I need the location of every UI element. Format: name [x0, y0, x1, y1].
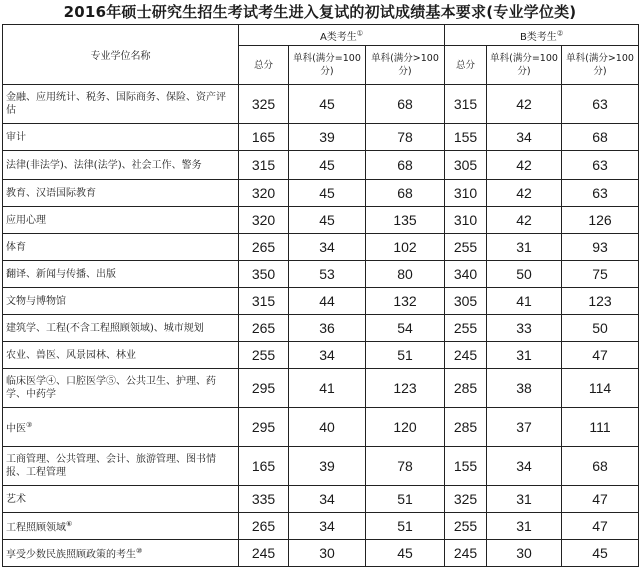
score-cell-b-total: 325 — [445, 486, 487, 513]
discipline-name: 体育 — [6, 241, 26, 253]
score-cell-a-single-gt100: 51 — [366, 342, 445, 369]
score-cell-b-single-gt100: 47 — [562, 513, 639, 540]
score-cell-a-single-100: 34 — [289, 513, 366, 540]
table-row — [3, 288, 639, 315]
table-row — [3, 315, 639, 342]
footnote-mark: ⑥ — [66, 519, 73, 528]
score-cell-b-single-100: 30 — [487, 540, 562, 567]
discipline-name-cell — [3, 408, 239, 447]
score-cell-b-single-gt100: 123 — [562, 288, 639, 315]
score-cell-b-total: 155 — [445, 447, 487, 486]
score-cell-b-single-gt100: 111 — [562, 408, 639, 447]
score-cell-a-total: 265 — [239, 315, 289, 342]
score-cell-b-single-gt100: 50 — [562, 315, 639, 342]
score-cell-a-total: 315 — [239, 288, 289, 315]
discipline-name: 享受少数民族照顾政策的考生 — [6, 549, 136, 561]
score-cell-b-total: 305 — [445, 151, 487, 180]
score-cell-a-total: 320 — [239, 180, 289, 207]
score-cell-b-single-gt100: 45 — [562, 540, 639, 567]
table-row — [3, 513, 639, 540]
group-b-footnote-mark: ② — [556, 29, 564, 38]
score-cell-a-single-100: 45 — [289, 207, 366, 234]
b-single-gt100-header: 单科(满分>100分) — [562, 46, 639, 85]
score-cell-a-single-gt100: 102 — [366, 234, 445, 261]
discipline-name-cell — [3, 447, 239, 486]
score-cell-b-single-100: 33 — [487, 315, 562, 342]
score-cell-b-single-100: 38 — [487, 369, 562, 408]
score-cell-a-single-gt100: 54 — [366, 315, 445, 342]
score-cell-a-single-100: 44 — [289, 288, 366, 315]
table-row — [3, 85, 639, 124]
score-cell-a-single-100: 39 — [289, 124, 366, 151]
table-row — [3, 408, 639, 447]
discipline-header: 专业学位名称 — [3, 25, 239, 85]
discipline-name: 法律(非法学)、法律(法学)、社会工作、警务 — [6, 159, 202, 171]
discipline-name: 审计 — [6, 131, 26, 143]
score-cell-b-single-100: 50 — [487, 261, 562, 288]
discipline-name-cell — [3, 180, 239, 207]
score-cell-b-single-100: 41 — [487, 288, 562, 315]
score-cell-b-single-gt100: 114 — [562, 369, 639, 408]
score-cell-a-single-100: 53 — [289, 261, 366, 288]
discipline-name: 教育、汉语国际教育 — [6, 187, 96, 199]
score-cell-a-total: 315 — [239, 151, 289, 180]
group-a-header — [239, 25, 445, 46]
score-cell-b-total: 255 — [445, 234, 487, 261]
score-cell-a-single-gt100: 132 — [366, 288, 445, 315]
score-cell-a-single-100: 36 — [289, 315, 366, 342]
table-row — [3, 342, 639, 369]
score-cell-a-single-100: 34 — [289, 234, 366, 261]
score-cell-a-single-gt100: 51 — [366, 486, 445, 513]
footnote-mark: ③ — [26, 420, 33, 429]
score-cell-b-single-100: 31 — [487, 234, 562, 261]
b-total-header: 总分 — [445, 46, 487, 85]
score-cell-a-single-gt100: 68 — [366, 85, 445, 124]
discipline-name: 艺术 — [6, 493, 26, 505]
discipline-name: 农业、兽医、风景园林、林业 — [6, 349, 136, 361]
score-cell-b-single-gt100: 126 — [562, 207, 639, 234]
discipline-name-cell — [3, 486, 239, 513]
score-cell-a-total: 320 — [239, 207, 289, 234]
discipline-name-cell — [3, 207, 239, 234]
score-cell-b-total: 285 — [445, 408, 487, 447]
score-cell-a-single-gt100: 51 — [366, 513, 445, 540]
score-cell-a-total: 325 — [239, 85, 289, 124]
score-cell-a-single-100: 40 — [289, 408, 366, 447]
score-cell-a-total: 165 — [239, 124, 289, 151]
score-cell-a-total: 165 — [239, 447, 289, 486]
score-cell-b-single-gt100: 47 — [562, 486, 639, 513]
discipline-name-cell — [3, 261, 239, 288]
score-cell-b-single-100: 42 — [487, 207, 562, 234]
group-a-footnote-mark: ① — [356, 29, 364, 38]
discipline-name-cell — [3, 124, 239, 151]
discipline-name-cell — [3, 369, 239, 408]
score-cell-a-total: 255 — [239, 342, 289, 369]
score-cell-a-single-100: 34 — [289, 486, 366, 513]
discipline-name-cell — [3, 342, 239, 369]
score-cell-a-single-100: 45 — [289, 180, 366, 207]
table-row — [3, 540, 639, 567]
score-cell-a-single-gt100: 80 — [366, 261, 445, 288]
table-row — [3, 369, 639, 408]
score-cell-a-single-100: 30 — [289, 540, 366, 567]
score-cell-a-total: 295 — [239, 408, 289, 447]
discipline-name: 中医 — [6, 423, 26, 435]
discipline-name-cell — [3, 315, 239, 342]
discipline-name-cell — [3, 85, 239, 124]
b-single-100-header: 单科(满分=100分) — [487, 46, 562, 85]
score-cell-b-total: 340 — [445, 261, 487, 288]
score-cell-b-total: 285 — [445, 369, 487, 408]
score-cell-a-single-gt100: 68 — [366, 151, 445, 180]
table-row — [3, 180, 639, 207]
score-cell-a-single-gt100: 135 — [366, 207, 445, 234]
score-cell-a-single-gt100: 68 — [366, 180, 445, 207]
discipline-name: 临床医学④、口腔医学⑤、公共卫生、护理、药学、中药学 — [6, 376, 216, 400]
score-cell-b-single-gt100: 68 — [562, 447, 639, 486]
score-cell-b-total: 255 — [445, 513, 487, 540]
score-cell-a-single-gt100: 120 — [366, 408, 445, 447]
score-cell-a-single-gt100: 123 — [366, 369, 445, 408]
a-single-100-header: 单科(满分=100分) — [289, 46, 366, 85]
score-cell-b-total: 255 — [445, 315, 487, 342]
score-cell-b-single-gt100: 75 — [562, 261, 639, 288]
discipline-name-cell — [3, 288, 239, 315]
discipline-name-cell — [3, 234, 239, 261]
score-cell-a-single-100: 45 — [289, 151, 366, 180]
score-cell-a-single-gt100: 78 — [366, 124, 445, 151]
table-row — [3, 261, 639, 288]
score-cell-b-single-100: 37 — [487, 408, 562, 447]
score-cell-a-single-100: 39 — [289, 447, 366, 486]
discipline-name: 工商管理、公共管理、会计、旅游管理、图书情报、工程管理 — [6, 454, 216, 478]
score-table — [2, 24, 639, 567]
discipline-name-cell — [3, 513, 239, 540]
score-cell-b-single-100: 34 — [487, 124, 562, 151]
score-cell-b-total: 305 — [445, 288, 487, 315]
score-cell-b-single-gt100: 47 — [562, 342, 639, 369]
a-single-gt100-header: 单科(满分>100分) — [366, 46, 445, 85]
score-cell-a-total: 335 — [239, 486, 289, 513]
table-row — [3, 207, 639, 234]
discipline-name: 建筑学、工程(不含工程照顾领域)、城市规划 — [6, 322, 204, 334]
discipline-name: 翻译、新闻与传播、出版 — [6, 268, 116, 280]
table-title: 2016年硕士研究生招生考试考生进入复试的初试成绩基本要求(专业学位类) — [63, 3, 577, 21]
score-cell-b-single-gt100: 63 — [562, 151, 639, 180]
score-cell-a-total: 265 — [239, 234, 289, 261]
a-total-header: 总分 — [239, 46, 289, 85]
discipline-name: 文物与博物馆 — [6, 295, 66, 307]
score-cell-b-single-100: 42 — [487, 180, 562, 207]
score-cell-b-total: 315 — [445, 85, 487, 124]
table-row — [3, 486, 639, 513]
discipline-name: 工程照顾领域 — [6, 522, 66, 534]
score-cell-b-total: 310 — [445, 207, 487, 234]
score-cell-b-single-100: 34 — [487, 447, 562, 486]
discipline-name: 应用心理 — [6, 214, 46, 226]
discipline-name-cell — [3, 540, 239, 567]
score-cell-b-total: 245 — [445, 540, 487, 567]
score-cell-b-single-100: 42 — [487, 151, 562, 180]
discipline-name-cell — [3, 151, 239, 180]
discipline-name: 金融、应用统计、税务、国际商务、保险、资产评估 — [6, 92, 226, 116]
table-row — [3, 151, 639, 180]
score-cell-b-single-100: 31 — [487, 486, 562, 513]
table-row — [3, 447, 639, 486]
score-cell-a-total: 265 — [239, 513, 289, 540]
score-cell-a-single-gt100: 45 — [366, 540, 445, 567]
score-cell-a-single-gt100: 78 — [366, 447, 445, 486]
score-cell-b-single-gt100: 93 — [562, 234, 639, 261]
table-row — [3, 124, 639, 151]
table-row — [3, 234, 639, 261]
score-cell-b-total: 310 — [445, 180, 487, 207]
score-cell-b-single-gt100: 63 — [562, 180, 639, 207]
group-b-header — [445, 25, 639, 46]
score-cell-b-single-100: 42 — [487, 85, 562, 124]
score-cell-a-total: 350 — [239, 261, 289, 288]
score-cell-a-single-100: 45 — [289, 85, 366, 124]
score-cell-a-total: 245 — [239, 540, 289, 567]
score-cell-a-total: 295 — [239, 369, 289, 408]
score-cell-a-single-100: 34 — [289, 342, 366, 369]
score-cell-b-single-gt100: 63 — [562, 85, 639, 124]
score-cell-b-single-100: 31 — [487, 342, 562, 369]
score-cell-b-single-100: 31 — [487, 513, 562, 540]
group-a-label: A类考生 — [319, 31, 357, 43]
score-cell-a-single-100: 41 — [289, 369, 366, 408]
score-cell-b-single-gt100: 68 — [562, 124, 639, 151]
footnote-mark: ⑩ — [136, 546, 143, 555]
group-b-label: B类考生 — [519, 31, 557, 43]
score-cell-b-total: 155 — [445, 124, 487, 151]
score-cell-b-total: 245 — [445, 342, 487, 369]
